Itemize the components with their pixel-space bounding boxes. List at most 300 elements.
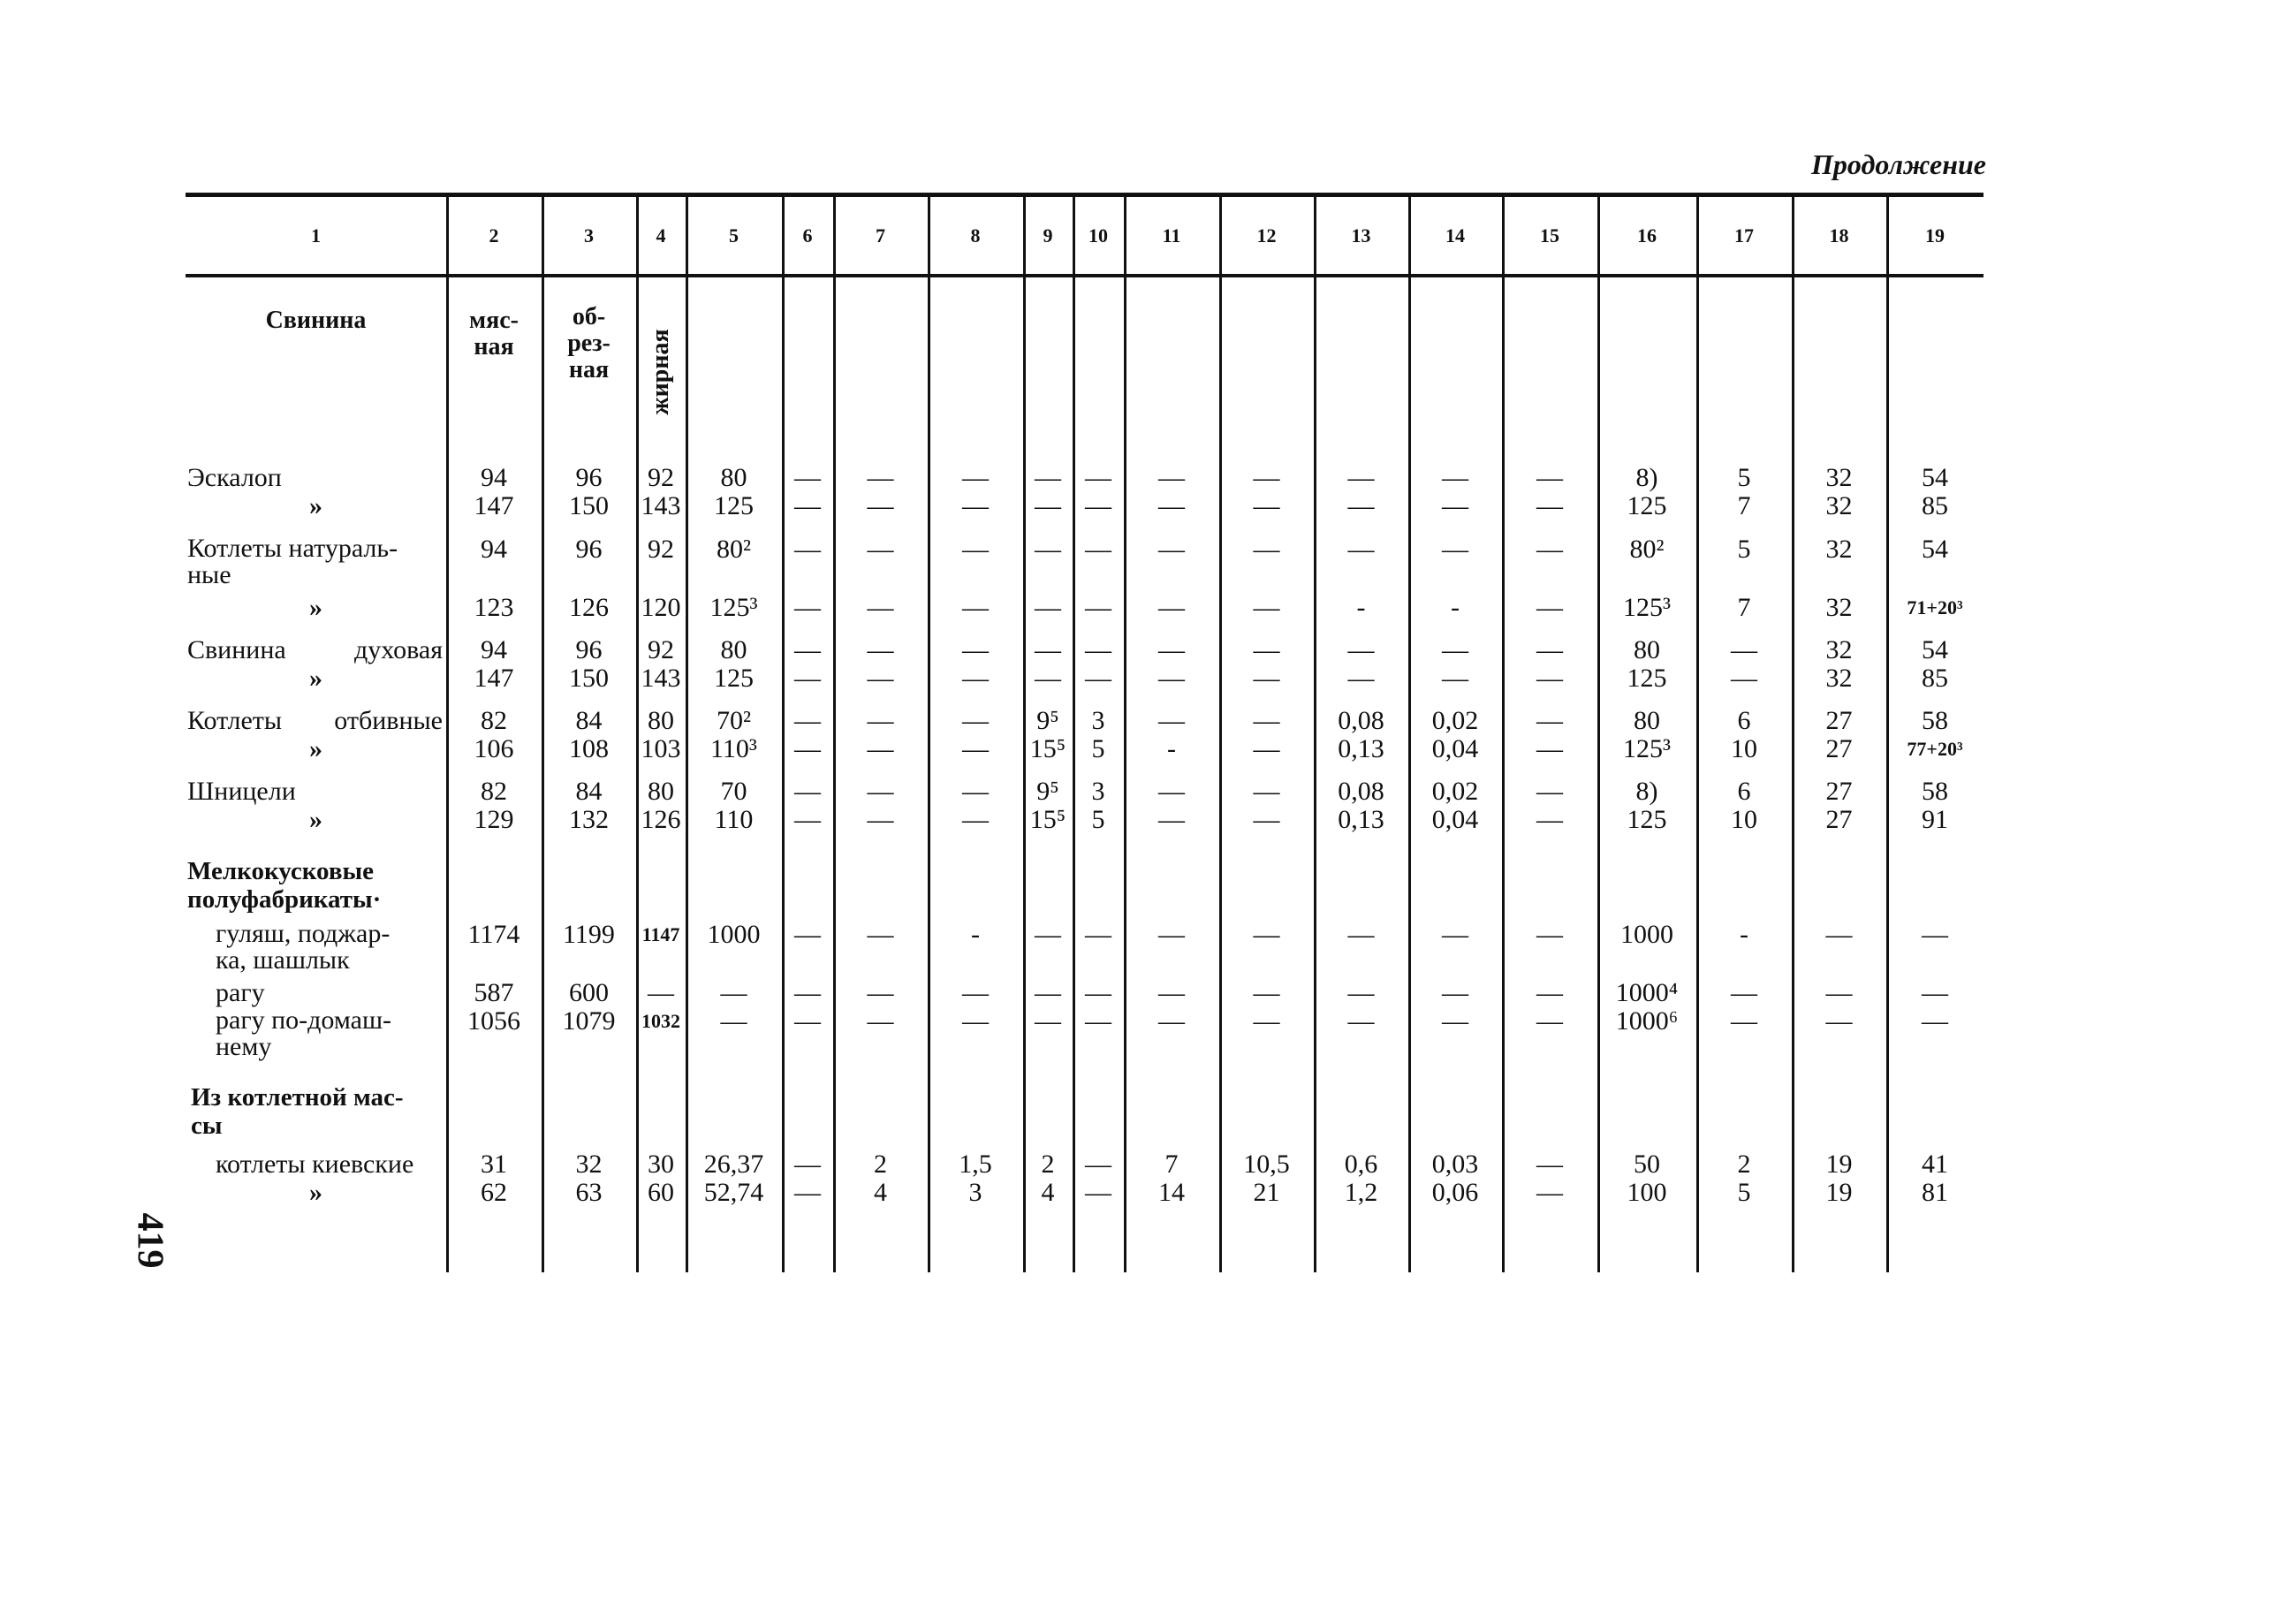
table-cell: — <box>1253 706 1280 735</box>
table-cell: — <box>794 734 821 763</box>
table-cell: 0,04 <box>1431 734 1479 763</box>
table-cell: — <box>867 805 894 834</box>
table-cell: — <box>1085 1006 1111 1036</box>
row-label: гуляш, поджар- ка, шашлык <box>216 919 391 975</box>
subheader-meat: мяс- ная <box>469 307 519 360</box>
column-header: 8 <box>970 224 981 247</box>
table-cell: 0,02 <box>1431 706 1479 735</box>
table-cell: — <box>1253 491 1280 520</box>
table-cell: 110³ <box>710 734 757 763</box>
table-cell: 1147 <box>641 923 680 945</box>
table-cell: 10,5 <box>1243 1150 1290 1179</box>
column-header: 6 <box>802 224 813 247</box>
table-cell: 27 <box>1825 805 1853 834</box>
table-cell: — <box>1035 664 1061 693</box>
table-cell: — <box>794 920 821 949</box>
table-cell: — <box>1085 535 1111 564</box>
table-cell: 132 <box>569 805 609 834</box>
table-cell: — <box>1536 1178 1563 1207</box>
table-cell: — <box>962 706 989 735</box>
table-cell: — <box>1442 920 1468 949</box>
table-cell: 32 <box>1825 535 1853 564</box>
table-cell: 96 <box>575 535 603 564</box>
table-cell: 14 <box>1158 1178 1185 1207</box>
table-cell: — <box>1536 635 1563 664</box>
table-cell: 32 <box>1825 593 1853 622</box>
table-cell: — <box>1085 664 1111 693</box>
table-cell: 63 <box>575 1178 603 1207</box>
table-cell: — <box>867 978 894 1007</box>
table-cell: 600 <box>569 978 609 1007</box>
table-cell: — <box>1158 805 1185 834</box>
table-cell: 52,74 <box>703 1178 764 1207</box>
table-cell: — <box>1035 463 1061 492</box>
row-label: » <box>309 593 322 622</box>
table-cell: 15⁵ <box>1029 805 1066 834</box>
table-cell: — <box>1158 593 1185 622</box>
column-header: 19 <box>1925 224 1945 247</box>
table-cell: — <box>1253 978 1280 1007</box>
table-cell: 70² <box>717 706 751 735</box>
table-cell: — <box>1085 463 1111 492</box>
table-cell: 80 <box>1634 706 1660 735</box>
table-cell: — <box>1253 635 1280 664</box>
table-cell: — <box>1347 635 1375 664</box>
table-cell: — <box>867 734 894 763</box>
table-cell: — <box>1035 535 1061 564</box>
table-cell: 9⁵ <box>1036 706 1059 735</box>
table-cell: — <box>962 734 989 763</box>
table-cell: 32 <box>1825 463 1853 492</box>
table-cell: 1000 <box>1620 920 1673 949</box>
table-cell: - <box>1451 593 1460 622</box>
table-cell: — <box>867 706 894 735</box>
table-cell: 150 <box>569 491 609 520</box>
row-label: » <box>309 1178 322 1207</box>
table-cell: — <box>1158 978 1185 1007</box>
table-cell: 7 <box>1737 593 1751 622</box>
table-cell: 143 <box>641 664 681 693</box>
subheader-fat: жирная <box>647 329 674 415</box>
table-cell: 10 <box>1731 734 1757 763</box>
table-cell: — <box>962 978 989 1007</box>
table-cell: — <box>1253 535 1280 564</box>
table-cell: — <box>1347 1006 1375 1036</box>
table-cell: 1199 <box>563 920 615 949</box>
table-cell: 126 <box>569 593 609 622</box>
table-cell: — <box>1442 978 1468 1007</box>
table-cell: 82 <box>481 777 507 806</box>
table-cell: 0,6 <box>1344 1150 1378 1179</box>
table-cell: 80 <box>1634 635 1660 664</box>
table-cell: — <box>1536 463 1563 492</box>
table-cell: 32 <box>1825 664 1853 693</box>
table-cell: 2 <box>1041 1150 1055 1179</box>
table-cell: 82 <box>481 706 507 735</box>
table-cell: — <box>794 1006 821 1036</box>
table-cell: 31 <box>481 1150 507 1179</box>
table-cell: 0,08 <box>1338 706 1384 735</box>
table-cell: — <box>1035 978 1061 1007</box>
table-cell: 80² <box>717 535 751 564</box>
table-cell: — <box>794 635 821 664</box>
table-cell: 587 <box>474 978 514 1007</box>
table-cell: — <box>1253 777 1280 806</box>
table-cell: — <box>1158 535 1185 564</box>
table-cell: — <box>1825 978 1853 1007</box>
table-cell: 27 <box>1825 777 1853 806</box>
table-cell: 21 <box>1253 1178 1280 1207</box>
table-cell: — <box>1442 635 1468 664</box>
table-cell: 60 <box>648 1178 674 1207</box>
table-rule <box>186 274 1983 277</box>
table-cell: 125³ <box>1623 593 1671 622</box>
table-cell: 85 <box>1922 491 1948 520</box>
table-cell: 30 <box>648 1150 674 1179</box>
table-cell: — <box>1035 920 1061 949</box>
table-cell: — <box>1085 920 1111 949</box>
group-label-cutlet-mass: Из котлетной мас- сы <box>191 1083 404 1140</box>
table-cell: — <box>1347 463 1375 492</box>
table-cell: 85 <box>1922 664 1948 693</box>
table-cell: 41 <box>1922 1150 1948 1179</box>
table-cell: 126 <box>641 805 681 834</box>
table-cell: — <box>1731 1006 1757 1036</box>
table-cell: — <box>867 491 894 520</box>
table-cell: — <box>720 1006 747 1036</box>
page-number: 419 <box>129 1212 171 1269</box>
table-cell: 27 <box>1825 734 1853 763</box>
table-cell: 70 <box>720 777 747 806</box>
table-cell: — <box>1922 920 1948 949</box>
table-cell: 147 <box>474 664 514 693</box>
table-cell: — <box>1158 920 1185 949</box>
table-cell: 84 <box>575 777 603 806</box>
table-cell: 108 <box>569 734 609 763</box>
table-cell: 1000 <box>707 920 761 949</box>
table-cell: 32 <box>1825 491 1853 520</box>
row-label: рагу <box>216 978 265 1007</box>
table-cell: — <box>1158 463 1185 492</box>
table-cell: 32 <box>575 1150 603 1179</box>
column-header: 3 <box>584 224 594 247</box>
table-cell: — <box>1253 1006 1280 1036</box>
column-header: 10 <box>1088 224 1108 247</box>
table-cell: 92 <box>648 463 674 492</box>
table-cell: — <box>962 635 989 664</box>
table-cell: — <box>1536 664 1563 693</box>
table-cell: 1,2 <box>1344 1178 1378 1207</box>
table-cell: — <box>1347 978 1375 1007</box>
table-cell: — <box>1085 1178 1111 1207</box>
table-cell: 54 <box>1922 535 1948 564</box>
table-cell: — <box>867 777 894 806</box>
table-cell: — <box>794 491 821 520</box>
table-cell: 129 <box>474 805 514 834</box>
table-cell: 5 <box>1737 463 1751 492</box>
table-cell: 8) <box>1635 777 1658 806</box>
table-cell: 84 <box>575 706 603 735</box>
table-cell: 6 <box>1737 706 1751 735</box>
table-cell: 147 <box>474 491 514 520</box>
table-cell: 58 <box>1922 706 1948 735</box>
table-cell: — <box>794 805 821 834</box>
table-cell: — <box>1442 664 1468 693</box>
table-cell: 80² <box>1629 535 1665 564</box>
table-cell: — <box>1442 1006 1468 1036</box>
table-cell: — <box>1253 463 1280 492</box>
table-cell: 1,5 <box>959 1150 992 1179</box>
table-cell: — <box>1731 978 1757 1007</box>
table-cell: — <box>867 593 894 622</box>
table-cell: — <box>720 978 747 1007</box>
table-cell: 81 <box>1922 1178 1948 1207</box>
column-header: 11 <box>1162 224 1181 247</box>
column-header: 4 <box>656 224 666 247</box>
table-cell: — <box>867 635 894 664</box>
section-group-label: Свинина <box>265 307 367 334</box>
row-label: Шницели <box>187 777 296 806</box>
table-cell: 110 <box>714 805 754 834</box>
table-cell: — <box>1536 706 1563 735</box>
table-cell: 1000⁴ <box>1615 978 1679 1007</box>
table-cell: 103 <box>641 734 681 763</box>
row-label: » <box>309 805 322 834</box>
table-cell: 0,06 <box>1431 1178 1479 1207</box>
table-cell: 54 <box>1922 635 1948 664</box>
table-cell: 3 <box>968 1178 982 1207</box>
table-cell: 1056 <box>467 1006 520 1036</box>
table-cell: 94 <box>481 535 507 564</box>
table-cell: — <box>1253 734 1280 763</box>
table-cell: — <box>794 777 821 806</box>
table-cell: 26,37 <box>703 1150 764 1179</box>
table-cell: — <box>1536 491 1563 520</box>
table-cell: 50 <box>1634 1150 1660 1179</box>
table-cell: — <box>867 463 894 492</box>
table-cell: 91 <box>1922 805 1948 834</box>
column-header: 13 <box>1351 224 1371 247</box>
table-cell: 6 <box>1737 777 1751 806</box>
table-cell: — <box>867 1006 894 1036</box>
table-cell: 150 <box>569 664 609 693</box>
row-label: Котлеты отбивные <box>187 706 443 735</box>
row-label: » <box>309 664 322 693</box>
table-cell: — <box>1347 535 1375 564</box>
table-cell: 3 <box>1091 777 1105 806</box>
table-cell: — <box>1536 1006 1563 1036</box>
table-cell: 92 <box>648 535 674 564</box>
table-cell: — <box>1035 593 1061 622</box>
table-cell: 77+20³ <box>1907 738 1963 760</box>
table-cell: — <box>794 1150 821 1179</box>
table-cell: — <box>1731 664 1757 693</box>
table-cell: — <box>1035 1006 1061 1036</box>
row-label: Эскалоп <box>187 463 282 492</box>
table-cell: 2 <box>874 1150 887 1179</box>
column-header: 14 <box>1445 224 1465 247</box>
table-cell: 143 <box>641 491 681 520</box>
table-cell: — <box>1158 491 1185 520</box>
row-label: Свинина духовая <box>187 635 443 664</box>
table-cell: 80 <box>720 463 747 492</box>
table-cell: — <box>1253 664 1280 693</box>
table-cell: 80 <box>648 777 674 806</box>
table-cell: — <box>962 805 989 834</box>
table-cell: — <box>1158 1006 1185 1036</box>
table-cell: — <box>794 706 821 735</box>
table-cell: — <box>1536 1150 1563 1179</box>
table-cell: 3 <box>1091 706 1105 735</box>
table-cell: — <box>1085 491 1111 520</box>
table-cell: — <box>962 463 989 492</box>
table-cell: 96 <box>575 635 603 664</box>
table-cell: 125³ <box>1623 734 1671 763</box>
table-cell: 125 <box>1627 491 1667 520</box>
table-cell: — <box>1085 1150 1111 1179</box>
table-cell: 96 <box>575 463 603 492</box>
table-cell: 1000⁶ <box>1615 1006 1679 1036</box>
table-cell: 15⁵ <box>1029 734 1066 763</box>
table-cell: 2 <box>1737 1150 1751 1179</box>
table-cell: — <box>1536 535 1563 564</box>
table-cell: — <box>1253 805 1280 834</box>
table-cell: — <box>794 593 821 622</box>
table-cell: — <box>1536 920 1563 949</box>
column-header: 18 <box>1829 224 1849 247</box>
table-cell: 5 <box>1737 535 1751 564</box>
table-cell: 1174 <box>467 920 520 949</box>
table-cell: 125 <box>1627 664 1667 693</box>
column-header: 12 <box>1256 224 1277 247</box>
table-cell: — <box>1442 463 1468 492</box>
column-header: 9 <box>1043 224 1053 247</box>
table-cell: — <box>962 491 989 520</box>
table-cell: — <box>962 593 989 622</box>
table-cell: 94 <box>481 463 507 492</box>
table-cell: 0,13 <box>1338 805 1384 834</box>
table-cell: 54 <box>1922 463 1948 492</box>
table-cell: 19 <box>1825 1150 1853 1179</box>
table-cell: — <box>1158 664 1185 693</box>
table-cell: — <box>1536 734 1563 763</box>
table-cell: 125 <box>714 664 754 693</box>
table-cell: — <box>962 1006 989 1036</box>
column-header: 16 <box>1637 224 1657 247</box>
table-cell: — <box>1347 491 1375 520</box>
table-cell: 92 <box>648 635 674 664</box>
table-cell: 71+20³ <box>1907 596 1963 618</box>
table-cell: — <box>1922 1006 1948 1036</box>
table-cell: — <box>1347 664 1375 693</box>
table-cell: — <box>962 535 989 564</box>
column-header: 2 <box>489 224 499 247</box>
table-cell: 120 <box>641 593 681 622</box>
column-header: 7 <box>876 224 885 247</box>
table-cell: 4 <box>1041 1178 1055 1207</box>
table-cell: 58 <box>1922 777 1948 806</box>
row-label: Котлеты натураль- ные <box>187 534 398 589</box>
table-cell: - <box>1740 920 1748 949</box>
table-cell: — <box>1085 593 1111 622</box>
column-header: 5 <box>729 224 739 247</box>
table-cell: 62 <box>481 1178 507 1207</box>
table-cell: 0,08 <box>1338 777 1384 806</box>
table-cell: 19 <box>1825 1178 1853 1207</box>
table-cell: — <box>1158 635 1185 664</box>
table-cell: — <box>648 978 674 1007</box>
table-cell: — <box>1442 491 1468 520</box>
table-cell: — <box>867 664 894 693</box>
subheader-trim: об- рез- ная <box>567 303 611 383</box>
table-cell: — <box>962 664 989 693</box>
table-cell: - <box>971 920 980 949</box>
table-cell: — <box>1922 978 1948 1007</box>
table-cell: — <box>1347 920 1375 949</box>
table-cell: 0,02 <box>1431 777 1479 806</box>
table-cell: 4 <box>874 1178 887 1207</box>
table-cell: - <box>1167 734 1176 763</box>
table-cell: — <box>1731 635 1757 664</box>
row-label: котлеты киевские <box>216 1150 414 1179</box>
table-cell: — <box>1536 805 1563 834</box>
table-cell: 10 <box>1731 805 1757 834</box>
table-cell: — <box>1035 491 1061 520</box>
table-cell: 100 <box>1627 1178 1667 1207</box>
table-cell: — <box>1158 777 1185 806</box>
table-cell: — <box>794 664 821 693</box>
column-header: 15 <box>1540 224 1559 247</box>
row-label: » <box>309 491 322 520</box>
table-cell: 1032 <box>641 1010 680 1032</box>
table-cell: — <box>1253 593 1280 622</box>
row-label: рагу по-домаш- нему <box>216 1006 392 1061</box>
table-cell: 1079 <box>562 1006 616 1036</box>
table-cell: 125³ <box>709 593 758 622</box>
table-cell: 125 <box>714 491 754 520</box>
column-header: 17 <box>1734 224 1754 247</box>
table-cell: — <box>794 535 821 564</box>
table-cell: — <box>1253 920 1280 949</box>
table-cell: 9⁵ <box>1036 777 1059 806</box>
table-cell: — <box>962 777 989 806</box>
table-cell: — <box>794 1178 821 1207</box>
table-cell: — <box>794 978 821 1007</box>
table-rule <box>186 193 1983 197</box>
table-cell: — <box>1442 535 1468 564</box>
table-cell: 125 <box>1627 805 1667 834</box>
continuation-label: Продолжение <box>1811 148 1986 180</box>
table-cell: — <box>867 535 894 564</box>
table-cell: 106 <box>474 734 514 763</box>
table-cell: — <box>1085 978 1111 1007</box>
table-cell: - <box>1356 593 1366 622</box>
table-cell: 0,03 <box>1431 1150 1479 1179</box>
table-cell: — <box>794 463 821 492</box>
group-label-small-pieces: Мелкокусковые полуфабрикаты· <box>187 857 382 914</box>
table-cell: 7 <box>1164 1150 1179 1179</box>
table-cell: 32 <box>1825 635 1853 664</box>
table-cell: — <box>1536 978 1563 1007</box>
table-cell: 5 <box>1091 734 1105 763</box>
table-cell: — <box>1035 635 1061 664</box>
table-cell: 27 <box>1825 706 1853 735</box>
table-cell: — <box>867 920 894 949</box>
table-cell: 7 <box>1737 491 1751 520</box>
table-cell: 5 <box>1091 805 1105 834</box>
table-cell: 8) <box>1635 463 1658 492</box>
row-label: » <box>309 734 322 763</box>
